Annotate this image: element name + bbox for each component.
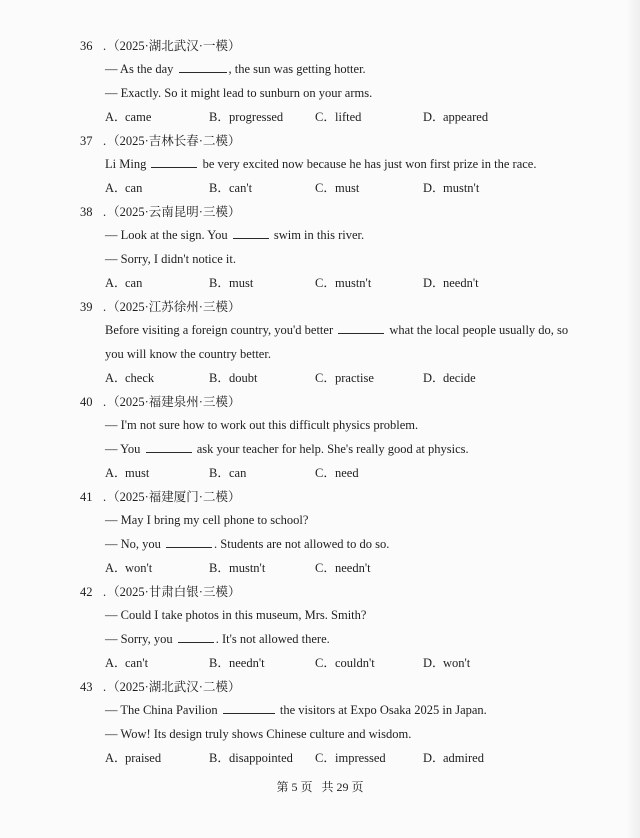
question-line: — May I bring my cell phone to school? <box>105 513 309 527</box>
page-total: 共 29 页 <box>321 780 364 794</box>
answer-options <box>105 463 580 487</box>
option-b: B．disappointed <box>209 751 293 765</box>
question-36 <box>80 36 580 131</box>
question-source: （2025·福建厦门·二模） <box>107 490 241 504</box>
option-d: D．mustn't <box>423 181 480 195</box>
option-b: B．must <box>209 276 254 290</box>
option-c: C．mustn't <box>315 276 372 290</box>
answer-blank <box>233 226 269 239</box>
question-line: — Sorry, you . It's not allowed there. <box>105 632 330 646</box>
option-b: B．needn't <box>209 656 265 670</box>
answer-options <box>105 748 580 772</box>
question-line: you will know the country better. <box>105 347 271 361</box>
question-source: （2025·江苏徐州·三模） <box>107 300 241 314</box>
question-40 <box>80 392 580 487</box>
option-b: B．can't <box>209 181 253 195</box>
question-line: — Sorry, I didn't notice it. <box>105 252 236 266</box>
question-header: 43 .（2025·湖北武汉·二模） <box>80 677 580 700</box>
question-header: 36 .（2025·湖北武汉·一模） <box>80 36 580 59</box>
answer-blank <box>151 155 197 168</box>
answer-options <box>105 107 580 131</box>
question-number: 43 <box>80 680 93 694</box>
question-header: 39 .（2025·江苏徐州·三模） <box>80 297 580 320</box>
question-line: Li Ming be very excited now because he has just won first prize in the race. <box>105 157 537 171</box>
question-41 <box>80 487 580 582</box>
option-c: C．impressed <box>315 751 386 765</box>
option-a: A．won't <box>105 561 153 575</box>
option-a: A．came <box>105 110 152 124</box>
option-b: B．progressed <box>209 110 284 124</box>
page-footer <box>0 778 640 795</box>
answer-blank <box>179 60 227 73</box>
question-header: 41 .（2025·福建厦门·二模） <box>80 487 580 510</box>
question-line: Before visiting a foreign country, you'd better what the local people usually do, so <box>105 323 569 337</box>
question-source: （2025·甘肃白银·三模） <box>107 585 241 599</box>
question-37 <box>80 131 580 202</box>
question-source: （2025·福建泉州·三模） <box>107 395 241 409</box>
option-c: C．needn't <box>315 561 371 575</box>
question-42 <box>80 582 580 677</box>
option-a: A．check <box>105 371 155 385</box>
option-a: A．must <box>105 466 150 480</box>
question-line: — No, you . Students are not allowed to do so. <box>105 537 390 551</box>
question-header: 38 .（2025·云南昆明·三模） <box>80 202 580 225</box>
answer-options <box>105 368 580 392</box>
question-line: — Look at the sign. You swim in this river. <box>105 228 365 242</box>
page-number: 第 5 页 <box>276 780 313 794</box>
question-source: （2025·湖北武汉·二模） <box>107 680 241 694</box>
question-number: 38 <box>80 205 93 219</box>
question-line: — You ask your teacher for help. She's really good at physics. <box>105 442 469 456</box>
question-header: 40 .（2025·福建泉州·三模） <box>80 392 580 415</box>
question-line: — Could I take photos in this museum, Mrs. Smith? <box>105 608 367 622</box>
question-43 <box>80 677 580 772</box>
answer-blank <box>146 440 192 453</box>
question-38 <box>80 202 580 297</box>
option-b: B．doubt <box>209 371 258 385</box>
question-source: （2025·云南昆明·三模） <box>107 205 241 219</box>
question-number: 36 <box>80 39 93 53</box>
option-c: C．must <box>315 181 360 195</box>
question-number: 37 <box>80 134 93 148</box>
question-number: 40 <box>80 395 93 409</box>
question-source: （2025·湖北武汉·一模） <box>107 39 241 53</box>
option-b: B．mustn't <box>209 561 266 575</box>
answer-options <box>105 653 580 677</box>
question-header: 37 .（2025·吉林长春·二模） <box>80 131 580 154</box>
question-source: （2025·吉林长春·二模） <box>107 134 241 148</box>
answer-blank <box>338 321 384 334</box>
question-line: — As the day , the sun was getting hotter. <box>105 62 366 76</box>
answer-options <box>105 273 580 297</box>
option-a: A．can <box>105 181 143 195</box>
option-b: B．can <box>209 466 247 480</box>
option-d: D．appeared <box>423 110 489 124</box>
question-39 <box>80 297 580 392</box>
question-number: 42 <box>80 585 93 599</box>
answer-blank <box>166 535 212 548</box>
question-line: — Exactly. So it might lead to sunburn on your arms. <box>105 86 373 100</box>
question-line: — Wow! Its design truly shows Chinese culture and wisdom. <box>105 727 412 741</box>
question-number: 41 <box>80 490 93 504</box>
option-c: C．couldn't <box>315 656 375 670</box>
option-d: D．decide <box>423 371 476 385</box>
answer-options <box>105 178 580 202</box>
option-c: C．need <box>315 466 359 480</box>
option-a: A．can't <box>105 656 149 670</box>
option-d: D．admired <box>423 751 484 765</box>
question-line: — The China Pavilion the visitors at Expo Osaka 2025 in Japan. <box>105 703 487 717</box>
question-header: 42 .（2025·甘肃白银·三模） <box>80 582 580 605</box>
answer-blank <box>223 701 275 714</box>
option-d: D．won't <box>423 656 471 670</box>
option-d: D．needn't <box>423 276 479 290</box>
answer-options <box>105 558 580 582</box>
question-list <box>80 36 580 772</box>
question-line: — I'm not sure how to work out this difficult physics problem. <box>105 418 419 432</box>
page-edge-shadow <box>626 0 640 838</box>
question-number: 39 <box>80 300 93 314</box>
option-a: A．praised <box>105 751 162 765</box>
answer-blank <box>178 630 214 643</box>
option-c: C．practise <box>315 371 374 385</box>
option-a: A．can <box>105 276 143 290</box>
option-c: C．lifted <box>315 110 362 124</box>
